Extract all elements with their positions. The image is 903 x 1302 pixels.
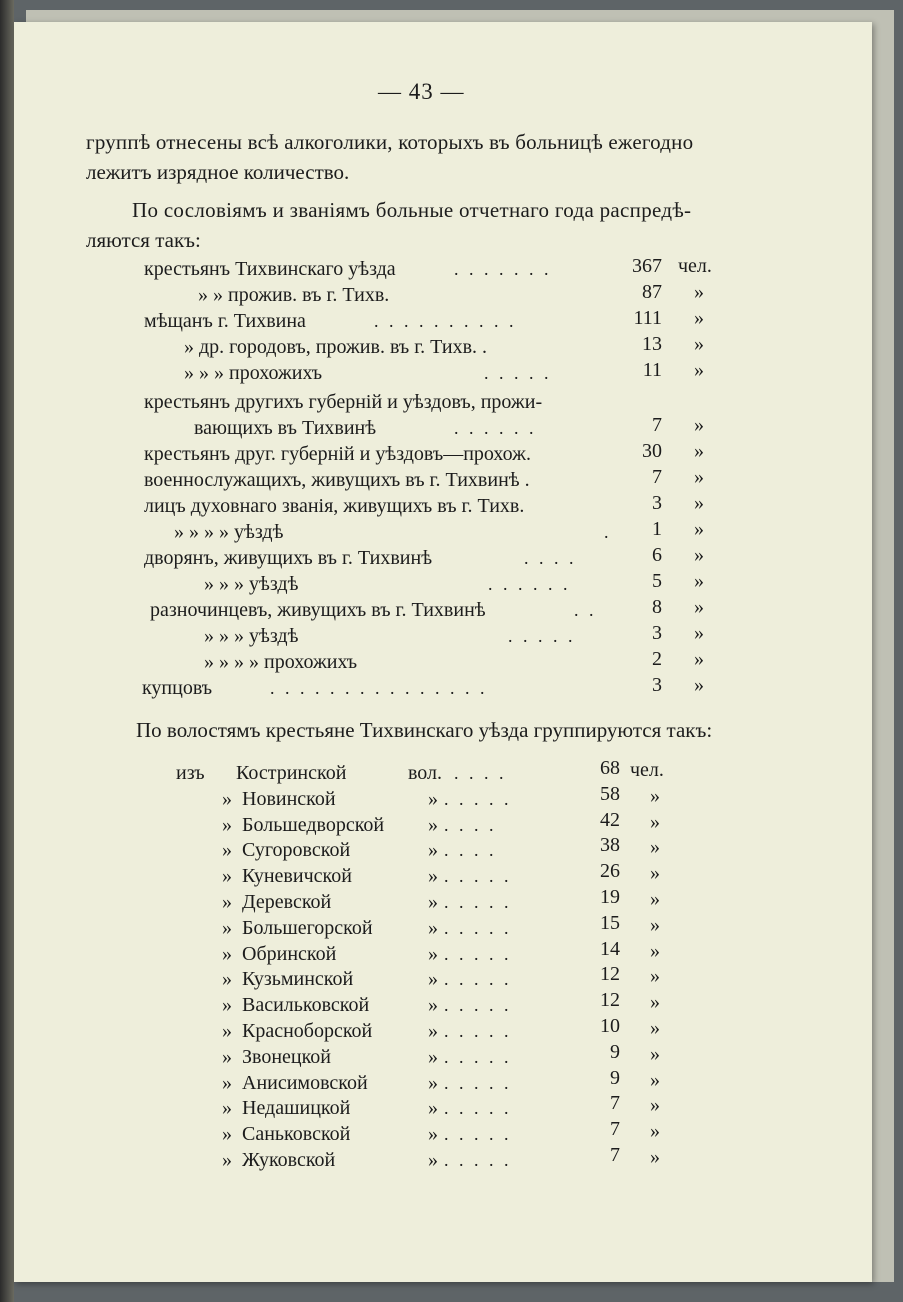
volost-prefix: » — [222, 917, 232, 939]
volost-value: 10 — [600, 1015, 620, 1037]
volost-name: Васильковской — [242, 994, 370, 1016]
leader-dots: . . . . . — [444, 944, 512, 964]
leader-dots: . . . . . — [444, 918, 512, 938]
estate-unit: » — [694, 648, 704, 670]
estate-value: 8 — [652, 596, 662, 618]
volost-name: Большедворской — [242, 814, 385, 836]
estate-value: 2 — [652, 648, 662, 670]
leader-dots: . . — [574, 600, 597, 620]
paragraph-line: группѣ отнесены всѣ алкоголики, которыхъ въ больницѣ ежегодно — [86, 130, 694, 154]
volost-mid: » — [428, 1046, 438, 1068]
leader-dots: . . . . . — [444, 1021, 512, 1041]
volost-prefix: » — [222, 1072, 232, 1094]
volost-value: 12 — [600, 989, 620, 1011]
volost-name: Деревской — [242, 891, 332, 913]
leader-dots: . . . . . — [444, 995, 512, 1015]
volost-value: 38 — [600, 834, 620, 856]
volost-prefix: » — [222, 994, 232, 1016]
leader-dots: . . . . . — [444, 789, 512, 809]
volost-unit: » — [650, 1017, 660, 1039]
estate-label: крестьянъ другихъ губерній и уѣздовъ, прожи- — [144, 391, 543, 413]
volost-value: 7 — [610, 1118, 620, 1140]
volost-value: 15 — [600, 912, 620, 934]
volost-unit: » — [650, 965, 660, 987]
volost-value: 58 — [600, 783, 620, 805]
volost-name: Недашицкой — [242, 1097, 351, 1119]
volost-unit: » — [650, 1120, 660, 1142]
volost-name: Куневичской — [242, 865, 352, 887]
paragraph-line: лежитъ изрядное количество. — [86, 160, 350, 184]
estate-unit: » — [694, 466, 704, 488]
volost-mid: » — [428, 891, 438, 913]
estate-label: » » » прохожихъ — [184, 362, 323, 384]
leader-dots: . . . . . — [444, 1150, 512, 1170]
volost-mid: » — [428, 1123, 438, 1145]
volost-name: Кузьминской — [242, 968, 354, 990]
volost-prefix: » — [222, 814, 232, 836]
leader-dots: . . . . — [524, 548, 577, 568]
volost-mid: » — [428, 994, 438, 1016]
leader-dots: . . . . . — [444, 1047, 512, 1067]
volost-mid: » — [428, 788, 438, 810]
estate-unit: » — [694, 570, 704, 592]
estate-unit: » — [694, 414, 704, 436]
volost-mid: » — [428, 1072, 438, 1094]
volost-name: Анисимовской — [242, 1072, 368, 1094]
book-binding — [0, 0, 14, 1302]
volost-unit: » — [650, 940, 660, 962]
estate-value: 13 — [642, 333, 662, 355]
estate-label: вающихъ въ Тихвинѣ — [194, 417, 377, 439]
volost-mid: » — [428, 1097, 438, 1119]
volost-name: Костринской — [236, 762, 347, 784]
volost-value: 9 — [610, 1067, 620, 1089]
leader-dots: . . . . — [444, 815, 497, 835]
volost-mid: » — [428, 943, 438, 965]
volost-prefix: » — [222, 968, 232, 990]
volost-prefix: » — [222, 1149, 232, 1171]
paragraph-line: По волостямъ крестьяне Тихвинскаго уѣзда группируются такъ: — [136, 718, 713, 742]
estate-unit: » — [694, 359, 704, 381]
estate-value: 3 — [652, 674, 662, 696]
volost-prefix: » — [222, 891, 232, 913]
estate-label: купцовъ — [142, 677, 213, 699]
volost-mid: » — [428, 814, 438, 836]
estate-label: » » » » уѣздѣ — [174, 521, 284, 543]
volost-value: 9 — [610, 1041, 620, 1063]
estate-unit: » — [694, 333, 704, 355]
volost-value: 14 — [600, 938, 620, 960]
volost-mid: » — [428, 1020, 438, 1042]
volost-unit: » — [650, 914, 660, 936]
document-page — [14, 22, 872, 1282]
estate-unit: » — [694, 622, 704, 644]
estate-value: 3 — [652, 492, 662, 514]
estate-value: 11 — [642, 359, 662, 381]
estate-unit: » — [694, 440, 704, 462]
volost-mid: » — [428, 917, 438, 939]
volost-unit: » — [650, 811, 660, 833]
estate-label: разночинцевъ, живущихъ въ г. Тихвинѣ — [150, 599, 486, 621]
estate-unit: » — [694, 492, 704, 514]
volost-unit: » — [650, 1043, 660, 1065]
volost-value: 19 — [600, 886, 620, 908]
estate-label: » » » уѣздѣ — [204, 625, 299, 647]
volost-prefix: » — [222, 865, 232, 887]
estate-value: 7 — [652, 466, 662, 488]
estate-unit: » — [694, 674, 704, 696]
volost-unit: » — [650, 785, 660, 807]
estate-label: » » » уѣздѣ — [204, 573, 299, 595]
estate-value: 111 — [633, 307, 662, 329]
volost-prefix: изъ — [176, 762, 205, 784]
volost-value: 42 — [600, 809, 620, 831]
volost-name: Большегорской — [242, 917, 373, 939]
volost-unit: » — [650, 1146, 660, 1168]
volost-value: 26 — [600, 860, 620, 882]
estate-label: » » » » прохожихъ — [204, 651, 358, 673]
volost-unit: » — [650, 991, 660, 1013]
volost-unit: » — [650, 888, 660, 910]
volost-name: Новинской — [242, 788, 336, 810]
leader-dots: . . . . . — [444, 1073, 512, 1093]
leader-dots: . . . . . — [444, 1124, 512, 1144]
volost-unit: » — [650, 862, 660, 884]
volost-prefix: » — [222, 788, 232, 810]
volost-unit: » — [650, 1069, 660, 1091]
volost-value: 7 — [610, 1144, 620, 1166]
estate-value: 7 — [652, 414, 662, 436]
leader-dots: . . . . . . — [488, 574, 571, 594]
leader-dots: . . . . . — [444, 866, 512, 886]
volost-mid: вол. — [408, 762, 443, 784]
estate-unit: » — [694, 307, 704, 329]
volost-prefix: » — [222, 1123, 232, 1145]
paragraph-line: По сословіямъ и званіямъ больные отчетнаго года распредѣ- — [132, 198, 692, 222]
volost-name: Жуковской — [242, 1149, 336, 1171]
paragraph-line: ляются такъ: — [86, 228, 201, 252]
volost-prefix: » — [222, 1097, 232, 1119]
volost-unit: чел. — [630, 759, 664, 781]
estate-unit: » — [694, 544, 704, 566]
estate-unit: » — [694, 281, 704, 303]
volost-mid: » — [428, 968, 438, 990]
leader-dots: . . . . . — [444, 1098, 512, 1118]
volost-name: Обринской — [242, 943, 337, 965]
volost-mid: » — [428, 865, 438, 887]
leader-dots: . . . . . . . . . . . . . . . — [270, 678, 488, 698]
estate-label: мѣщанъ г. Тихвина — [144, 310, 306, 332]
volost-name: Саньковской — [242, 1123, 351, 1145]
volost-mid: » — [428, 1149, 438, 1171]
estate-label: военнослужащихъ, живущихъ въ г. Тихвинѣ . — [144, 469, 530, 491]
estate-value: 3 — [652, 622, 662, 644]
leader-dots: . . . . . — [508, 626, 576, 646]
leader-dots: . . . . . — [444, 892, 512, 912]
volost-prefix: » — [222, 943, 232, 965]
estate-value: 30 — [642, 440, 662, 462]
leader-dots: . . . . . . . . . . — [374, 311, 517, 331]
volost-value: 68 — [600, 757, 620, 779]
page-number: — 43 — — [378, 79, 465, 104]
estate-unit: чел. — [678, 255, 712, 277]
estate-unit: » — [694, 518, 704, 540]
estate-label: лицъ духовнаго званія, живущихъ въ г. Тихв. — [144, 495, 525, 517]
leader-dots: . . . . . . . — [454, 259, 552, 279]
volost-name: Сугоровской — [242, 839, 351, 861]
estate-value: 6 — [652, 544, 662, 566]
volost-value: 7 — [610, 1092, 620, 1114]
volost-value: 12 — [600, 963, 620, 985]
estate-label: дворянъ, живущихъ въ г. Тихвинѣ — [144, 547, 433, 569]
estate-label: » др. городовъ, прожив. въ г. Тихв. . — [184, 336, 488, 358]
estate-label: крестьянъ Тихвинскаго уѣзда — [144, 258, 396, 280]
volost-name: Красноборской — [242, 1020, 373, 1042]
leader-dots: . . . . — [444, 840, 497, 860]
estate-value: 5 — [652, 570, 662, 592]
leader-dots: . . . . . — [484, 363, 552, 383]
volost-name: Звонецкой — [242, 1046, 332, 1068]
leader-dots: . . . . . — [444, 969, 512, 989]
estate-label: крестьянъ друг. губерній и уѣздовъ—прохож. — [144, 443, 531, 465]
estate-value: 1 — [652, 518, 662, 540]
estate-value: 367 — [632, 255, 662, 277]
volost-unit: » — [650, 1094, 660, 1116]
volost-prefix: » — [222, 839, 232, 861]
volost-prefix: » — [222, 1020, 232, 1042]
volost-prefix: » — [222, 1046, 232, 1068]
leader-dots: . . . . . . — [454, 418, 537, 438]
leader-dots: . — [604, 522, 612, 542]
estate-label: » » прожив. въ г. Тихв. — [198, 284, 390, 306]
volost-unit: » — [650, 836, 660, 858]
leader-dots: . . . . — [454, 763, 507, 783]
estate-value: 87 — [642, 281, 662, 303]
estate-unit: » — [694, 596, 704, 618]
volost-mid: » — [428, 839, 438, 861]
